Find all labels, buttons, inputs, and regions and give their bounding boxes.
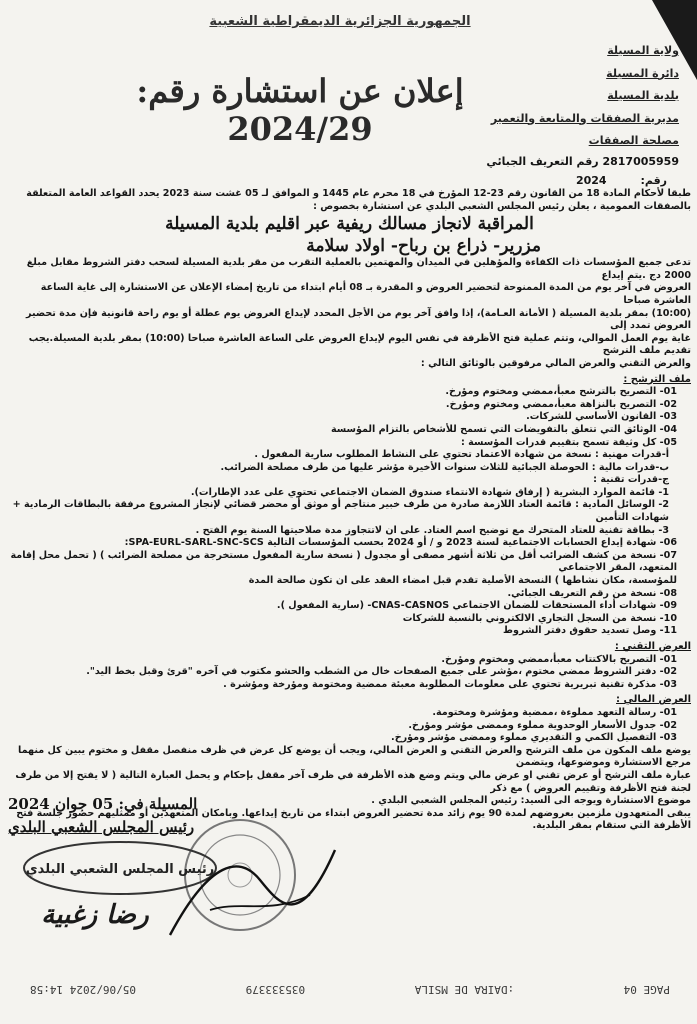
reference-year: 2024: [575, 174, 607, 187]
fax-header-line: [30, 983, 670, 996]
submission-line: يبقى المتعهدون ملزمين بعروضهم لمدة 90 يوم زائد مدة تحضير العروض ابتداء من تاريخ إيداعها. وبامكان المتعهدين أو ممثليهم حضور جلسة فتح الأظرفة التي ستقام بمقر البلدية.: [16, 807, 691, 832]
signature-name: رضا زغبية: [41, 900, 149, 930]
tax-id-label: رقم التعريف الجبائي: [486, 155, 599, 168]
conditions-line: والعرض التقني والعرض المالي مرفوقين بالوثائق التالي :: [420, 357, 691, 369]
issue-date: المسيلة في: 05 جوان 2024: [8, 795, 198, 813]
conditions-line: غاية يوم العمل الموالي، وتتم عملية فتح الأظرفة في نفس اليوم لإيداع العروض على الساعة العاشرة صباحا (10:00) بمقر بلدية المسيلة.يجب تقديم ملف الترشح: [28, 332, 691, 357]
list-item: 01- رسالة التعهد مملوءة ،ممضية ومؤشرة ومختومة.: [432, 706, 677, 718]
fax-sender: :DAIRA DE MSILA: [414, 983, 515, 996]
tax-id: [486, 155, 679, 168]
list-item: 07- نسخة من كشف الضرائب أقل من ثلاثة أشهر مصفى أو مجدول ( نسخة سارية المفعول مستخرجة من مصلحة الضرائب ) ( تحمل محل إقامة المتعهد، المقر الاجتماعي: [10, 549, 677, 574]
tax-id-value: 2817005959: [602, 155, 679, 168]
fax-page: PAGE 04: [623, 983, 670, 996]
list-item: 01- التصريح بالاكتتاب معبأ،ممضي ومختوم ومؤرخ.: [441, 653, 677, 665]
handwritten-name-icon: [40, 885, 150, 940]
reference-label: رقم:: [640, 174, 667, 187]
directorate-line: مديرية الصفقات والمتابعة والتعمير: [490, 111, 679, 125]
list-item: 02- التصريح بالنزاهة معبأ،ممضي ومختوم ومؤرخ.: [445, 398, 677, 410]
conditions-line: تدعى جميع المؤسسات ذات الكفاءة والمؤهلين في الميدان والمهتمين بالعملية التقرب من مقر بلدية المسيلة لسحب دفتر الشروط مقابل مبلغ 2000 دج .يتم إيداع: [26, 257, 691, 281]
commune-line: بلدية المسيلة: [607, 89, 679, 102]
list-item: للمؤسسة، مكان نشاطها ) النسخة الأصلية تقدم قبل امضاء العقد على ان تكون صالحة المدة: [248, 575, 677, 587]
list-item: ب-قدرات مالية : الحوصلة الجبائية للثلاث سنوات الأخيرة مؤشر عليها من طرف مصلحة الضرائب.: [220, 461, 669, 473]
mayor-title: رئيس المجلس الشعبي البلدي: [8, 818, 195, 836]
submission-line: يوضع ملف المكون من ملف الترشح والعرض التقني و العرض المالي، ويجب أن يوضع كل عرض في ظرف منفصل مقفل و مختوم يبين كل منهما مرجع الاستشارة وموضوعها، ويتضمن: [17, 744, 691, 769]
project-title-line1: المراقبة لانجاز مسالك ريفية عبر اقليم بلدية المسيلة: [165, 214, 534, 235]
conditions-line: العروض في آخر يوم من المدة الممنوحة لتحضير العروض و المقدرة بـ 08 أيام ابتداء من تاريخ إمضاء الإعلان عن الاستشارة إلى غاية الساعة العاشرة صباحا: [40, 282, 691, 306]
fax-datetime: 05/06/2024 14:58: [30, 983, 136, 996]
list-item: 09- شهادات أداء المستحقات للضمان الاجتماعي CNAS-CASNOS- (سارية المفعول ).: [276, 600, 677, 612]
list-item: 03- القانون الأساسي للشركات.: [526, 411, 677, 423]
list-item: 10- نسخة من السجل التجاري الالكتروني بالنسبة للشركات: [402, 612, 677, 624]
list-item: 05- كل وثيقة تسمح بتقييم قدرات المؤسسة :: [460, 436, 677, 448]
list-item: 08- نسخة من رقم التعريف الجبائي.: [507, 587, 677, 599]
seal-text: رئيس المجلس الشعبي البلدي: [25, 862, 215, 877]
list-item: 03- مذكرة تقنية تبريرية تحتوي على معلومات المطلوبة معبئة ممضية ومختومة ومؤرخة ومؤشرة .: [223, 678, 677, 690]
list-item: 2- الوسائل المادية : قائمة العتاد اللازمة صادرة من طرف خبير منتاجم أو موثق أو محضر قضائي لإنجاز المشروع مرفقة بالبطاقات الرمادية + شهادات التأمين: [12, 499, 669, 524]
wilaya-line: ولاية المسيلة: [607, 44, 679, 57]
list-item: 04- الوثائق التي تتعلق بالتفويضات التي تسمح للأشخاص بالتزام المؤسسة: [330, 423, 677, 435]
list-item: 3- بطاقة تقنية للعتاد المتحرك مع توضيح اسم العتاد. على ان لاتتجاوز مدة صلاحيتها السنة يوم الفتح .: [195, 524, 669, 536]
page-corner-shadow-icon: [652, 0, 697, 80]
technical-offer-heading: العرض التقني :: [614, 641, 691, 652]
list-item: 02- جدول الأسعار الوحدوية مملوء وممضى مؤشر ومؤرخ.: [408, 719, 677, 731]
list-item: 11- وصل تسديد حقوق دفتر الشروط: [503, 625, 677, 637]
list-item: 01- التصريح بالترشح معبأ،ممضي ومختوم ومؤرخ.: [445, 386, 677, 398]
submission-line: موضوع الاستشارة ويوجه الى السيد: رئيس المجلس الشعبي البلدي .: [371, 795, 691, 807]
list-item: 02- دفتر الشروط ممضي مختوم ،مؤشر على جميع الصفحات خال من الشطب والحشو مكتوب في آخره "قرئ وقبل بخط اليد".: [86, 666, 677, 678]
reference-line: [576, 174, 667, 187]
list-item: 03- التفصيل الكمي و التقديري مملوء وممضى مؤشر ومؤرخ.: [391, 732, 677, 744]
conditions-line: (10:00) بمقر بلدية المسيلة ( الأمانة العـامة)، إذا وافق آخر يوم من الأجل المحدد لإيداع العروض يوم عطلة أو يوم راحة قانونية فإن مدة تحضير العروض تمدد إلى: [26, 307, 691, 332]
announcement-title: إعلان عن استشارة رقم: 2024/29: [136, 72, 464, 148]
list-item: 1- قائمة الموارد البشرية ( إرفاق شهادة الانتماء صندوق الضمان الاجتماعي تحتوي على عدد الإطارات).: [190, 486, 669, 498]
daira-line: دائرة المسيلة: [606, 66, 679, 80]
list-item: 06- شهادة إيداع الحسابات الاجتماعية لسنة 2023 و / أو 2024 بحسب المؤسسات التالية SPA-EURL-SARL-SNC-SCS:: [124, 537, 677, 549]
intro-paragraph: طبقا لأحكام المادة 18 من القانون رقم 23-12 المؤرخ في 18 محرم عام 1445 و الموافق لـ 05 غشت سنة 2023 يحدد القواعد العامة المتعلقة بالصفقات العمومية ، يعلن رئيس المجلس الشعبي البلدي عن استشارة بخصوص :: [26, 188, 691, 212]
signature-icon: [150, 840, 350, 950]
list-item: ج-قدرات تقنية :: [593, 474, 669, 486]
submission-line: عبارة ملف الترشح أو عرض تقني او عرض مالي ويتم وضع هذه الأظرفة في ظرف آخر مقفل بإحكام و يحمل العبارة التالية ( لا يفتح إلا من طرف لجنة فتح الأظرفة وتقييم العروض ) مع ذكر: [15, 769, 691, 794]
republic-header: الجمهورية الجزائرية الديمقراطية الشعبية: [209, 14, 471, 29]
service-line: مصلحة الصفقات: [588, 134, 679, 147]
fax-number: 035333379: [245, 983, 306, 996]
financial-offer-heading: العرض المالي :: [616, 694, 691, 706]
list-item: أ-قدرات مهنية : نسخة من شهادة الاعتماد تحتوي على النشاط المطلوب سارية المفعول .: [254, 449, 669, 461]
project-title-line2: مزرير- ذراع بن رباح- اولاد سلامة: [306, 236, 541, 257]
candidature-heading: ملف الترشح :: [623, 373, 691, 385]
announcement-body: [8, 188, 691, 833]
